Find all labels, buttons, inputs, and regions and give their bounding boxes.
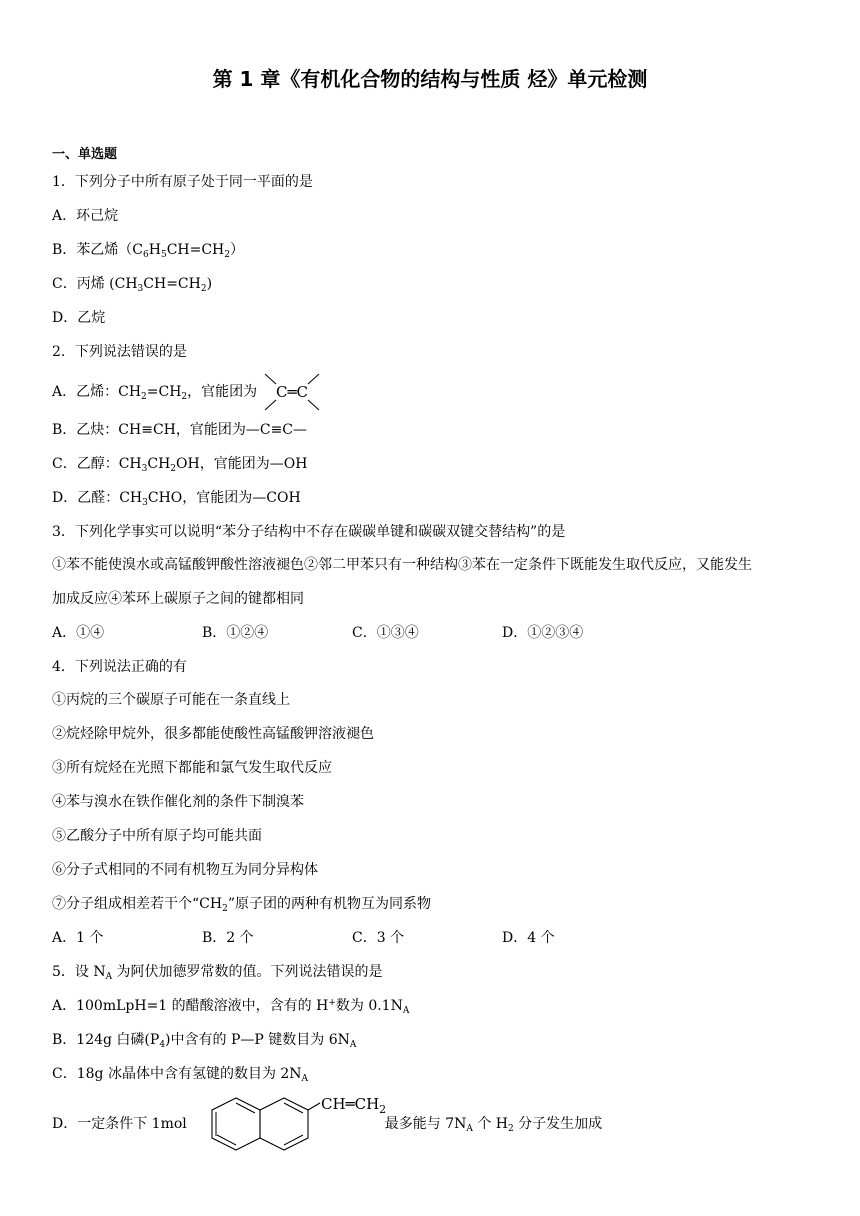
q3-option-d: D．①②③④	[502, 625, 584, 641]
q5-option-c: C．18g 冰晶体中含有氢键的数目为 $2N_A$	[52, 1066, 309, 1084]
q2-option-d: D．乙醛：$CH_3CHO$，官能团为—COH	[52, 490, 301, 508]
vinyl-group-label: $CH═CH_2$	[320, 1095, 386, 1116]
section-heading: 一、单选题	[52, 147, 118, 162]
q1-option-b: B．苯乙烯$(C_6H_5CH=CH_2)$	[52, 242, 244, 260]
vinylnaphthalene-structure-diagram	[187, 1092, 385, 1156]
page-title: 第 1 章《有机化合物的结构与性质 烃》单元检测	[212, 67, 648, 91]
q4-option-a: A．1 个	[52, 930, 104, 946]
q2-option-b: B．乙炔：CH≡CH，官能团为—C≡C—	[52, 422, 308, 438]
q4-statement-2: ②烷烃除甲烷外，很多都能使酸性高锰酸钾溶液褪色	[52, 726, 374, 742]
q3-body-line-2: 加成反应④苯环上碳原子之间的键都相同	[52, 591, 304, 607]
q5-option-b: B．124g 白磷$(P_4)$中含有的 P—P 键数目为 $6N_A$	[52, 1032, 357, 1050]
alkene-group-label: C═C	[275, 383, 308, 401]
alkene-functional-group-diagram	[262, 370, 322, 414]
q2-stem: 2．下列说法错误的是	[52, 344, 187, 360]
q1-stem: 1．下列分子中所有原子处于同一平面的是	[52, 174, 313, 190]
q4-statement-1: ①丙烷的三个碳原子可能在一条直线上	[52, 692, 290, 708]
q4-stem: 4．下列说法正确的有	[52, 659, 187, 675]
q5-option-a: A．100mLpH=1 的醋酸溶液中，含有的 H+数为 $0.1N_A$	[52, 998, 410, 1016]
q3-option-a: A．①④	[52, 625, 105, 641]
q1-option-d: D．乙烷	[52, 310, 106, 326]
q5-stem: 5．设 $N_A$ 为阿伏加德罗常数的值。下列说法错误的是	[52, 964, 383, 982]
q4-statement-3: ③所有烷烃在光照下都能和氯气发生取代反应	[52, 760, 332, 776]
q3-options	[52, 623, 652, 643]
q3-body-line-1: ①苯不能使溴水或高锰酸钾酸性溶液褪色②邻二甲苯只有一种结构③苯在一定条件下既能发生取代反应，又能发生	[52, 557, 752, 573]
q4-options	[52, 928, 652, 948]
q1-option-c: C．丙烯 $(CH_3CH=CH_2)$	[52, 276, 213, 294]
q5-option-d: D．一定条件下 1mol $CH═CH_2$ 最多能与 $7N_A$ 个 $H_2$ 分子发生加成	[52, 1092, 602, 1156]
q4-statement-6: ⑥分子式相同的不同有机物互为同分异构体	[52, 862, 318, 878]
q4-statement-4: ④苯与溴水在铁作催化剂的条件下制溴苯	[52, 794, 304, 810]
q4-option-b: B．2 个	[202, 930, 254, 946]
q4-option-d: D．4 个	[502, 930, 555, 946]
q2-option-c: C．乙醇：$CH_3CH_2OH$，官能团为—OH	[52, 456, 308, 474]
q3-stem: 3．下列化学事实可以说明“苯分子结构中不存在碳碳单键和碳碳双键交替结构”的是	[52, 524, 566, 540]
q1-option-a: A．环己烷	[52, 208, 119, 224]
q2-option-a: A．乙烯：$CH_2=CH_2$，官能团为 C═C	[52, 370, 322, 414]
q4-statement-5: ⑤乙酸分子中所有原子均可能共面	[52, 828, 262, 844]
q3-option-c: C．①③④	[352, 625, 419, 641]
q3-option-b: B．①②④	[202, 625, 269, 641]
q4-statement-7: ⑦分子组成相差若干个“$CH_2$”原子团的两种有机物互为同系物	[52, 896, 431, 914]
q4-option-c: C．3 个	[352, 930, 405, 946]
